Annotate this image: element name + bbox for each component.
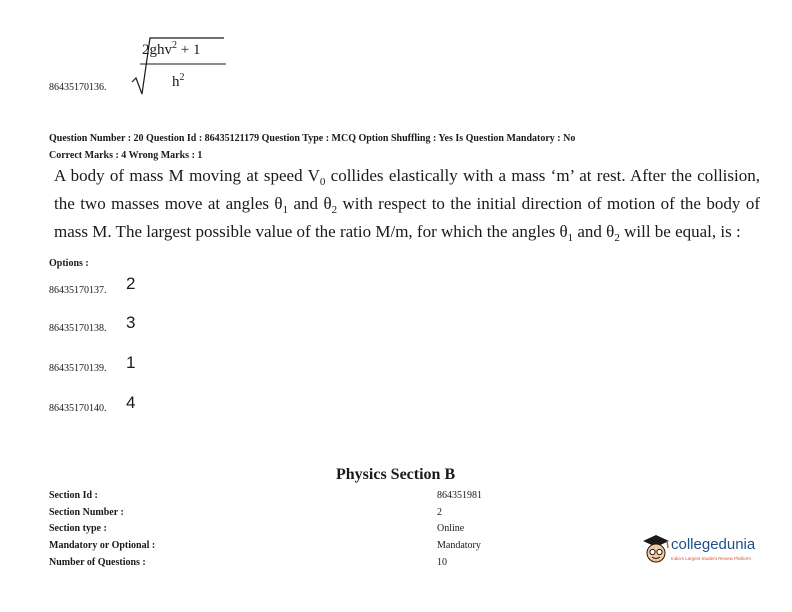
number-of-questions-label: Number of Questions : (49, 557, 146, 568)
logo-tagline: India's Largest Student Review Platform (671, 556, 751, 561)
section-number-label: Section Number : (49, 507, 124, 518)
section-title: Physics Section B (336, 466, 456, 483)
previous-option-id: 86435170136. (49, 82, 107, 93)
question-text: A body of mass M moving at speed $V_0$ collides elastically with a mass ‘m’ at rest. After the collision, the two masses move at angles $\theta_1$ and $\theta_2$ with respect to the initial direction of motion of the body of mass M. The largest possible value of the ratio M/m, for which the angles $\theta_1$ and $\theta_2$ will be equal, is : (54, 166, 760, 244)
collegedunia-logo (639, 532, 769, 572)
mandatory-label: Mandatory or Optional : (49, 540, 156, 551)
question-meta: Question Number : 20 Question Id : 86435121179 Question Type : MCQ Option Shuffling : Yes Is Question Mandatory : No (49, 133, 576, 144)
section-id-label: Section Id : (49, 490, 98, 501)
section-number-value: 2 (437, 507, 442, 518)
graduate-mascot-icon (639, 532, 673, 566)
marks-meta: Correct Marks : 4 Wrong Marks : 1 (49, 150, 203, 161)
option-value[interactable]: 4 (126, 393, 136, 412)
options-label: Options : (49, 258, 89, 269)
option-id: 86435170140. (49, 403, 107, 414)
radical-denominator: $h^2$ (172, 72, 185, 90)
option-id: 86435170139. (49, 363, 107, 374)
option-value[interactable]: 2 (126, 274, 136, 293)
option-value[interactable]: 3 (126, 313, 136, 332)
mandatory-value: Mandatory (437, 540, 481, 551)
logo-wordmark: collegedunia (671, 536, 756, 553)
number-of-questions-value: 10 (437, 557, 447, 568)
section-type-value: Online (437, 523, 465, 534)
section-id-value: 864351981 (437, 490, 482, 501)
radical-numerator: 2ghv$^2$ + 1 (142, 40, 201, 58)
section-type-label: Section type : (49, 523, 107, 534)
option-id: 86435170137. (49, 285, 107, 296)
option-value[interactable]: 1 (126, 353, 136, 372)
option-id: 86435170138. (49, 323, 107, 334)
